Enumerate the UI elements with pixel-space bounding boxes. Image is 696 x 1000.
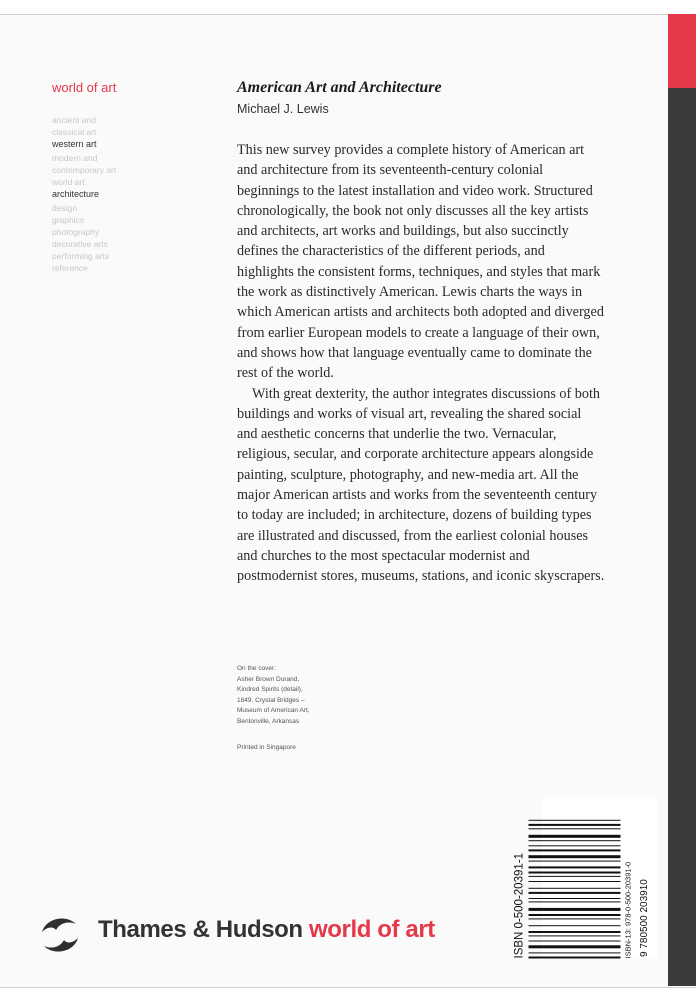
barcode-bar (529, 908, 621, 911)
isbn13-text: ISBN-13: 978-0-500-20391-0 (623, 861, 633, 959)
printed-in: Printed in Singapore (237, 744, 296, 751)
barcode-graphic (513, 797, 657, 959)
isbn10-text: ISBN 0-500-20391-1 (513, 853, 526, 959)
spine-red-band (668, 14, 696, 88)
blurb-paragraph: This new survey provides a complete history of American art and architecture from its seventeenth-century colonial beginnings to the latest installation and video work. Structured chronologically, the book not only discusses all the key artists and architects, art works and buildings, but also succinctly defines the characteristics of the different periods, and highlights the consistent forms, techniques, and styles that mark the work as distinctively American. Lewis charts the ways in which American artists and architects both adopted and diverged from earlier European models to create a language of their own, and shows how that language eventually came to dominate the rest of the world. (237, 142, 604, 382)
barcode (513, 797, 657, 959)
credit-line: 1849. Crystal Bridges – (237, 696, 305, 704)
barcode-bar (529, 828, 621, 829)
barcode-bar (529, 881, 621, 882)
barcode-bar (529, 840, 621, 841)
cover-credit (237, 664, 310, 728)
category-item: decorative arts (52, 239, 108, 249)
credit-line: Kindred Spirits (detail), (237, 686, 303, 694)
barcode-bar (529, 931, 621, 933)
credit-line: Museum of American Art, (237, 707, 310, 715)
category-item: ancient and (52, 115, 96, 125)
publisher-series: world of art (308, 916, 435, 943)
category-item: design (52, 203, 78, 213)
credit-line: Asher Brown Durand, (237, 675, 300, 683)
blurb-paragraph: With great dexterity, the author integrates discussions of both buildings and works of visual art, revealing the shared social and aesthetic concerns that underlie the two. Vernacular, religious, secular, and corporate architecture appears alongside painting, sculpture, photography, and new-media art. All the major American artists and works from the seventeenth century to today are included; in architecture, dozens of building types are illustrated and discussed, from the earliest colonial houses and churches to the most spectacular modernist and postmodernist stores, museums, stations, and iconic skyscrapers. (237, 385, 605, 585)
category-item: graphics (52, 215, 85, 225)
barcode-bar (529, 888, 621, 889)
barcode-bar (529, 861, 621, 862)
barcode-bar (529, 898, 621, 899)
barcode-bar (529, 820, 621, 821)
barcode-bar (529, 952, 621, 953)
barcode-digits: 9 780500 203910 (639, 879, 650, 957)
barcode-bar (529, 866, 621, 868)
publisher-name: Thames & Hudson (98, 916, 303, 943)
category-list (52, 115, 142, 275)
barcode-bar (529, 855, 621, 858)
barcode-bar (529, 945, 621, 948)
category-item: world art (52, 177, 85, 187)
barcode-bar (529, 914, 621, 916)
category-item: performing arts (52, 251, 110, 261)
barcode-bar (529, 892, 621, 894)
barcode-bar (529, 845, 621, 846)
barcode-bar (529, 824, 621, 826)
barcode-bar (529, 901, 621, 902)
book-author: Michael J. Lewis (237, 102, 329, 116)
category-item-active: western art (52, 139, 97, 149)
series-label: world of art (52, 80, 117, 95)
blurb (237, 140, 605, 587)
barcode-bar (529, 876, 621, 877)
category-item: modern and (52, 153, 98, 163)
spine-dark-band (668, 88, 696, 986)
category-item: photography (52, 227, 100, 237)
barcode-bar (529, 941, 621, 942)
category-item: classical art (52, 127, 97, 137)
barcode-bar (529, 835, 621, 838)
thames-hudson-dolphins-icon (36, 912, 84, 958)
category-item-active: architecture (52, 189, 100, 199)
barcode-bar (529, 925, 621, 926)
category-item: reference (52, 263, 88, 273)
category-item: contemporary art (52, 165, 117, 175)
credit-line: On the cover: (237, 665, 277, 672)
barcode-bar (529, 872, 621, 874)
barcode-bar (529, 849, 621, 851)
barcode-bar (529, 957, 621, 959)
barcode-bar (529, 918, 621, 919)
barcode-bar (529, 935, 621, 936)
publisher-brand (98, 916, 435, 944)
book-title: American Art and Architecture (237, 79, 442, 96)
credit-line: Bentonville, Arkansas (237, 717, 300, 725)
